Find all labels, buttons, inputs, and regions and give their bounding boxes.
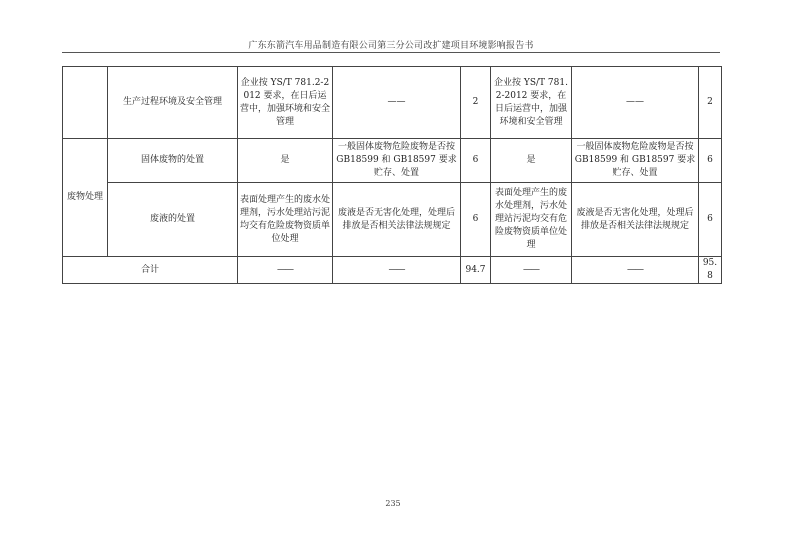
status-cell: 表面处理产生的废水处理剂，污水处理站污泥均交有危险废物资质单位处理 [491,183,572,257]
total-label: 合计 [63,257,238,284]
header-divider [62,52,720,53]
issue-cell: 一般固体废物危险废物是否按 GB18599 和 GB18597 要求贮存、处置 [333,139,461,183]
issue-cell: 一般固体废物危险废物是否按 GB18599 和 GB18597 要求贮存、处置 [572,139,699,183]
total-row [63,257,722,284]
page-number: 235 [385,499,401,508]
score-cell: 2 [461,67,491,139]
status-cell: 企业按 YS/T 781.2-2012 要求，在日后运营中，加强环境和安全管理 [238,67,333,139]
document-header: 广东东箭汽车用品制造有限公司第三分公司改扩建项目环境影响报告书 [248,41,534,51]
category-cell: 废物处理 [63,139,108,257]
item-cell: 固体废物的处置 [108,139,238,183]
issue-cell: —— [572,67,699,139]
category-cell [63,67,108,139]
assessment-table [62,66,722,284]
item-cell: 废液的处置 [108,183,238,257]
item-cell: 生产过程环境及安全管理 [108,67,238,139]
total-issue-cell: —— [333,257,461,284]
score-cell: 2 [699,67,722,139]
issue-cell: —— [333,67,461,139]
score-cell: 6 [461,139,491,183]
table-row [63,183,722,257]
total-issue-cell: —— [572,257,699,284]
table-row [63,139,722,183]
total-score-cell: 94.7 [461,257,491,284]
total-status-cell: —— [491,257,572,284]
status-cell: 是 [238,139,333,183]
status-cell: 表面处理产生的废水处理剂，污水处理站污泥均交有危险废物资质单位处理 [238,183,333,257]
status-cell: 是 [491,139,572,183]
score-cell: 6 [461,183,491,257]
score-cell: 6 [699,139,722,183]
issue-cell: 废液是否无害化处理，处理后排放是否相关法律法规规定 [572,183,699,257]
total-score-cell: 95.8 [699,257,722,284]
total-status-cell: —— [238,257,333,284]
status-cell: 企业按 YS/T 781.2-2012 要求，在日后运营中，加强环境和安全管理 [491,67,572,139]
score-cell: 6 [699,183,722,257]
issue-cell: 废液是否无害化处理，处理后排放是否相关法律法规规定 [333,183,461,257]
table-row [63,67,722,139]
